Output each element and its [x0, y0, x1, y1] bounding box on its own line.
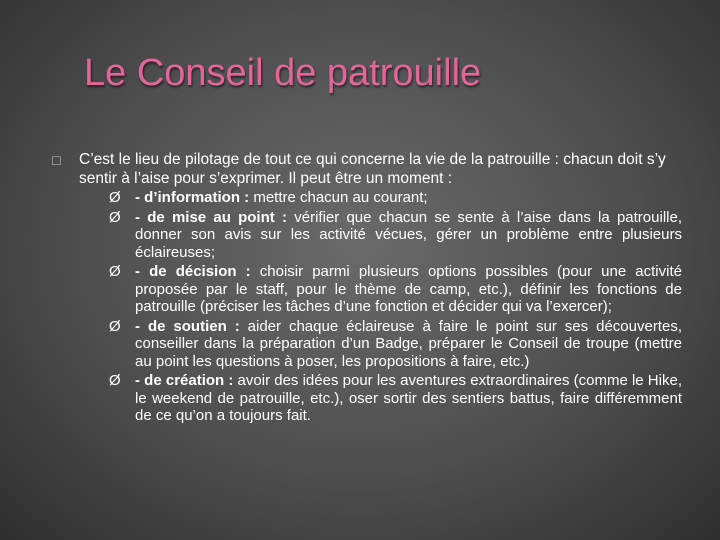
- bullet-text: mettre chacun au courant;: [249, 189, 428, 206]
- bullet-term: - de création :: [135, 372, 234, 389]
- arrow-bullet-icon: Ø: [109, 189, 121, 206]
- bullet-text: vérifier que chacun se sente à l’aise dans la patrouille, donner son avis sur les activité vécues, gérer un problème entre plusieurs éclaireuses;: [135, 208, 682, 261]
- slide-title: Le Conseil de patrouille: [84, 52, 482, 94]
- list-item: [79, 209, 682, 262]
- list-item: [79, 189, 682, 207]
- bullet-term: - de soutien :: [135, 317, 240, 335]
- slide-content: [52, 150, 682, 427]
- list-item: [79, 318, 682, 371]
- arrow-bullet-icon: Ø: [109, 317, 121, 335]
- arrow-bullet-icon: Ø: [109, 372, 121, 389]
- main-bullet-text: C’est le lieu de pilotage de tout ce qui concerne la vie de la patrouille : chacun doit s’y sentir à l’aise pour s’exprimer. Il peut être un moment :: [79, 151, 666, 187]
- square-bullet-icon: □: [52, 152, 61, 168]
- bullet-term: - d’information :: [135, 189, 250, 206]
- bullet-text: choisir parmi plusieurs options possibles (pour une activité proposée par le staff, pour le thème de camp, etc.), définir les fonctions de patrouille (préciser les tâches d’une fonction et décider qui va l’exercer);: [135, 263, 682, 315]
- main-bullet: [52, 150, 682, 425]
- bullet-term: - de mise au point :: [135, 208, 287, 226]
- arrow-bullet-icon: Ø: [109, 263, 121, 280]
- bullet-term: - de décision :: [135, 263, 251, 280]
- list-item: [79, 263, 682, 316]
- bullet-text: aider chaque éclaireuse à faire le point sur ses découvertes, conseiller dans la préparation d’un Badge, préparer le Conseil de troupe (mettre au point les questions à poser, les propositions à faire, etc.): [135, 317, 682, 370]
- arrow-bullet-icon: Ø: [109, 208, 121, 226]
- sub-bullet-list: [79, 189, 682, 425]
- bullet-text: avoir des idées pour les aventures extraordinaires (comme le Hike, le weekend de patrouille, etc.), oser sortir des sentiers battus, faire différemment de ce qu’on a toujours fait.: [135, 372, 682, 424]
- list-item: [79, 372, 682, 425]
